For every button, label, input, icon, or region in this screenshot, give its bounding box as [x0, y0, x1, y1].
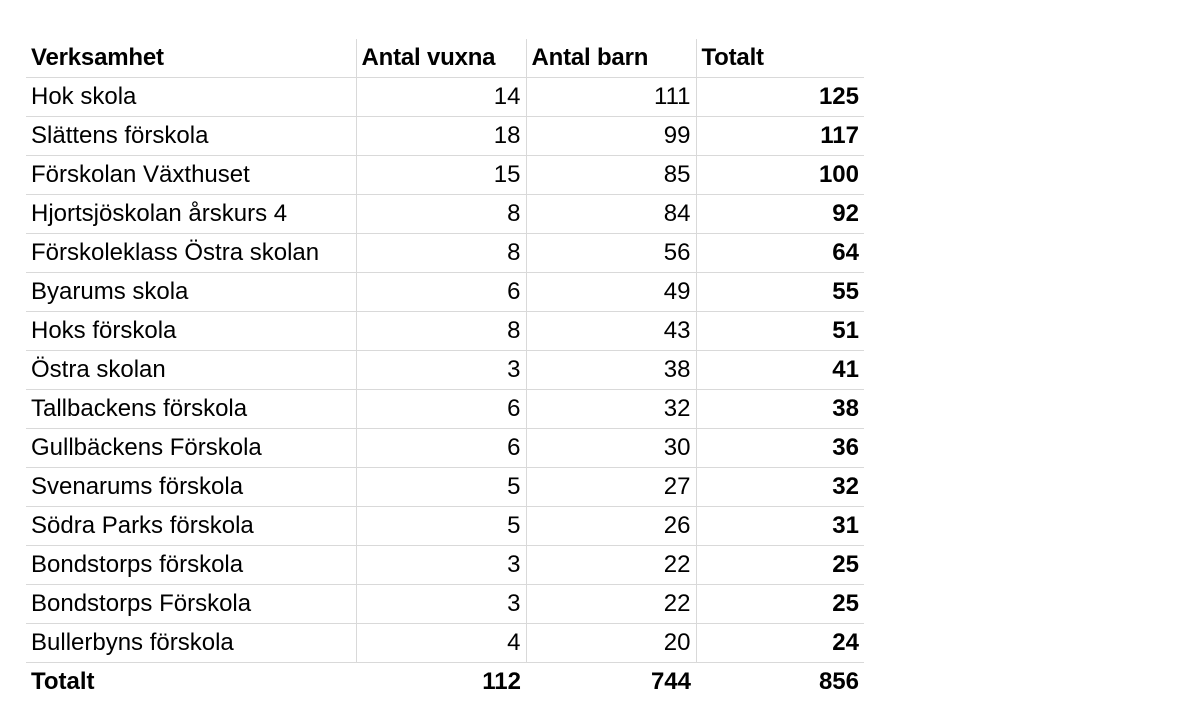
cell-verksamhet: Hok skola — [26, 78, 356, 117]
cell-antal-barn: 49 — [526, 273, 696, 312]
cell-totalt: 25 — [696, 585, 864, 624]
cell-verksamhet: Tallbackens förskola — [26, 390, 356, 429]
cell-antal-vuxna: 8 — [356, 312, 526, 351]
header-antal-barn: Antal barn — [526, 39, 696, 78]
cell-verksamhet: Bondstorps Förskola — [26, 585, 356, 624]
cell-verksamhet: Slättens förskola — [26, 117, 356, 156]
table-row — [26, 429, 864, 468]
cell-antal-vuxna: 3 — [356, 351, 526, 390]
cell-antal-vuxna: 6 — [356, 390, 526, 429]
table-row — [26, 351, 864, 390]
total-antal-vuxna: 112 — [482, 668, 521, 695]
table-row — [26, 78, 864, 117]
cell-antal-barn: 111 — [526, 78, 696, 117]
cell-totalt: 36 — [696, 429, 864, 468]
cell-antal-barn: 99 — [526, 117, 696, 156]
header-antal-vuxna: Antal vuxna — [356, 39, 526, 78]
cell-antal-vuxna: 5 — [356, 507, 526, 546]
table-row — [26, 546, 864, 585]
cell-antal-barn: 22 — [526, 546, 696, 585]
cell-verksamhet: Bondstorps förskola — [26, 546, 356, 585]
cell-verksamhet: Hjortsjöskolan årskurs 4 — [26, 195, 356, 234]
data-table — [26, 39, 864, 701]
cell-verksamhet: Svenarums förskola — [26, 468, 356, 507]
cell-totalt: 31 — [696, 507, 864, 546]
cell-verksamhet: Förskoleklass Östra skolan — [26, 234, 356, 273]
total-label: Totalt — [31, 668, 95, 695]
cell-antal-vuxna: 15 — [356, 156, 526, 195]
table-row — [26, 234, 864, 273]
total-antal-barn: 744 — [650, 668, 691, 695]
cell-verksamhet: Bullerbyns förskola — [26, 624, 356, 663]
cell-antal-vuxna: 14 — [356, 78, 526, 117]
cell-antal-barn: 84 — [526, 195, 696, 234]
cell-antal-barn: 20 — [526, 624, 696, 663]
cell-antal-barn: 56 — [526, 234, 696, 273]
cell-antal-barn: 85 — [526, 156, 696, 195]
table-body — [26, 78, 864, 663]
cell-antal-vuxna: 4 — [356, 624, 526, 663]
cell-antal-barn: 30 — [526, 429, 696, 468]
cell-verksamhet: Östra skolan — [26, 351, 356, 390]
cell-totalt: 100 — [696, 156, 864, 195]
cell-verksamhet: Gullbäckens Förskola — [26, 429, 356, 468]
cell-antal-vuxna: 3 — [356, 585, 526, 624]
cell-antal-barn: 26 — [526, 507, 696, 546]
cell-totalt: 125 — [696, 78, 864, 117]
cell-antal-vuxna: 3 — [356, 546, 526, 585]
cell-antal-vuxna: 8 — [356, 234, 526, 273]
cell-antal-barn: 32 — [526, 390, 696, 429]
cell-antal-vuxna: 5 — [356, 468, 526, 507]
table-row — [26, 273, 864, 312]
table-row — [26, 390, 864, 429]
table-row — [26, 624, 864, 663]
cell-totalt: 38 — [696, 390, 864, 429]
cell-totalt: 32 — [696, 468, 864, 507]
cell-antal-barn: 43 — [526, 312, 696, 351]
table-row — [26, 312, 864, 351]
cell-antal-vuxna: 8 — [356, 195, 526, 234]
cell-antal-vuxna: 6 — [356, 273, 526, 312]
header-totalt: Totalt — [696, 39, 864, 78]
header-verksamhet: Verksamhet — [26, 39, 356, 78]
table-row — [26, 156, 864, 195]
total-row — [26, 663, 864, 702]
cell-totalt: 117 — [696, 117, 864, 156]
cell-totalt: 51 — [696, 312, 864, 351]
table-row — [26, 507, 864, 546]
total-totalt: 856 — [818, 668, 859, 695]
cell-antal-barn: 22 — [526, 585, 696, 624]
cell-antal-barn: 38 — [526, 351, 696, 390]
header-row — [26, 39, 864, 78]
cell-totalt: 64 — [696, 234, 864, 273]
cell-totalt: 24 — [696, 624, 864, 663]
cell-antal-barn: 27 — [526, 468, 696, 507]
cell-antal-vuxna: 6 — [356, 429, 526, 468]
cell-totalt: 25 — [696, 546, 864, 585]
cell-totalt: 92 — [696, 195, 864, 234]
cell-totalt: 41 — [696, 351, 864, 390]
table-row — [26, 468, 864, 507]
table-row — [26, 195, 864, 234]
cell-verksamhet: Förskolan Växthuset — [26, 156, 356, 195]
cell-antal-vuxna: 18 — [356, 117, 526, 156]
table-row — [26, 117, 864, 156]
table-row — [26, 585, 864, 624]
cell-verksamhet: Södra Parks förskola — [26, 507, 356, 546]
cell-verksamhet: Hoks förskola — [26, 312, 356, 351]
cell-verksamhet: Byarums skola — [26, 273, 356, 312]
cell-totalt: 55 — [696, 273, 864, 312]
